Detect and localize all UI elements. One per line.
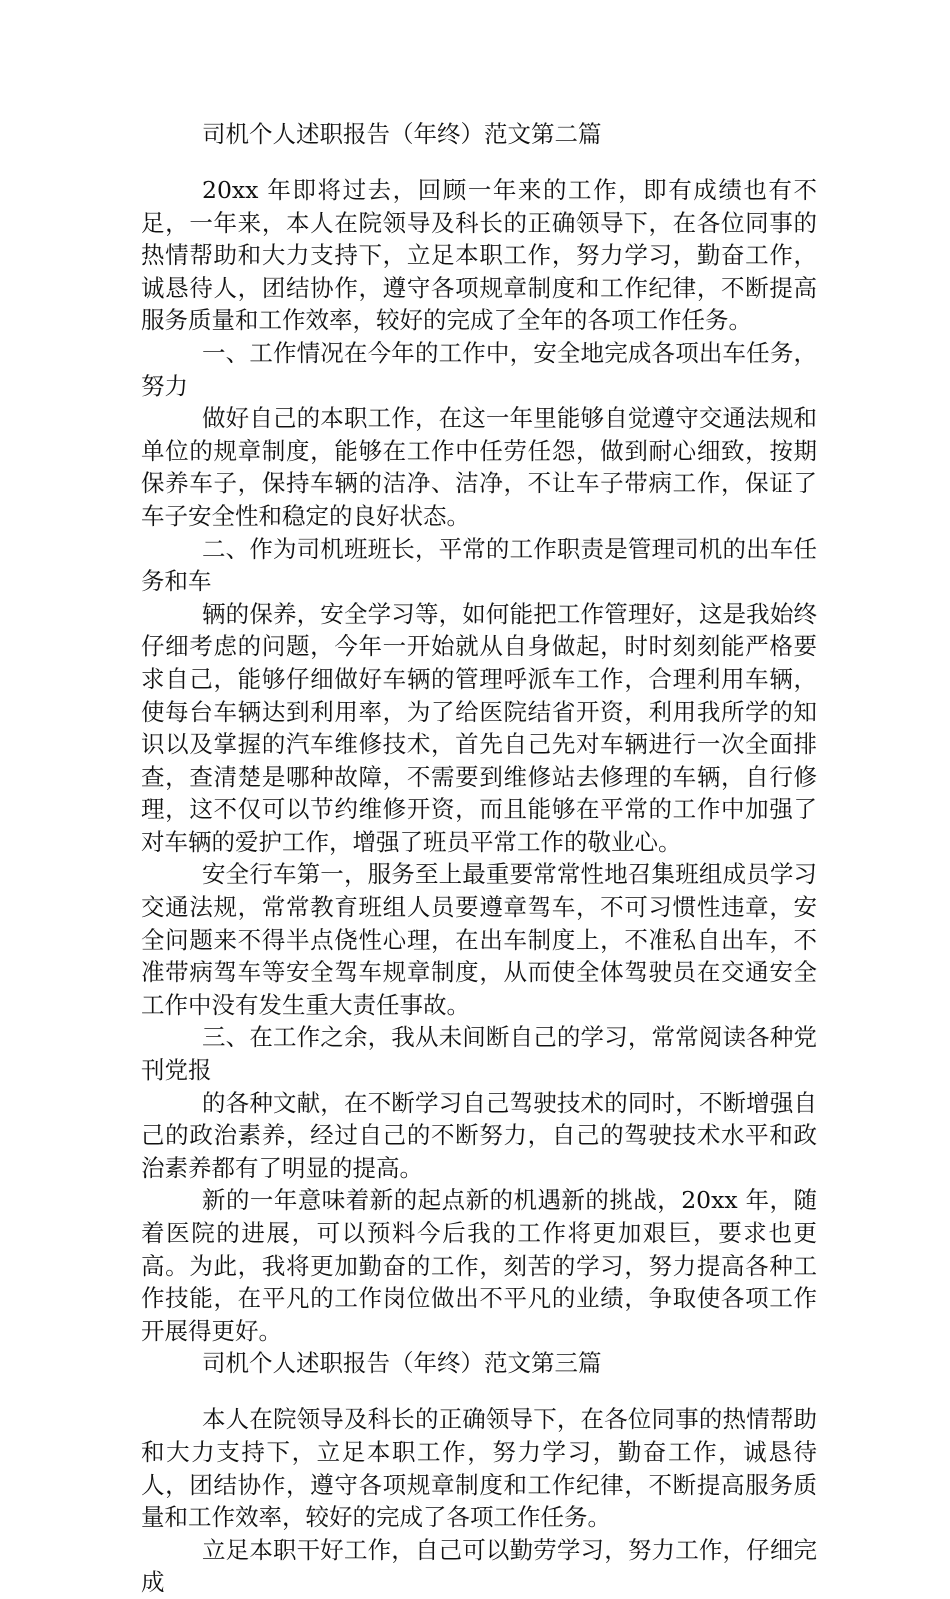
document-page [141, 118, 817, 1599]
section-2-paragraph-9: 新的一年意味着新的起点新的机遇新的挑战，20xx 年，随着医院的进展，可以预料今后我的工作将更加艰巨，要求也更高。为此，我将更加勤奋的工作，刻苦的学习，努力提高各种工作技能，在平凡的工作岗位做出不平凡的业绩，争取使各项工作开展得更好。 [141, 1186, 817, 1345]
section-2-paragraph-6: 安全行车第一，服务至上最重要常常性地召集班组成员学习交通法规，常常教育班组人员要遵章驾车，不可习惯性违章，安全问题来不得半点侥性心理，在出车制度上，不准私自出车，不准带病驾车等安全驾车规章制度，从而使全体驾驶员在交通安全工作中没有发生重大责任事故。 [141, 860, 817, 1019]
section-3-paragraph-1: 本人在院领导及科长的正确领导下，在各位同事的热情帮助和大力支持下，立足本职工作，努力学习，勤奋工作，诚恳待人，团结协作，遵守各项规章制度和工作纪律，不断提高服务质量和工作效率，较好的完成了各项工作任务。 [141, 1405, 817, 1532]
section-3-paragraph-2: 立足本职干好工作，自己可以勤劳学习，努力工作，仔细完成 [141, 1535, 817, 1597]
section-3-title: 司机个人述职报告（年终）范文第三篇 [202, 1349, 602, 1378]
section-2-paragraph-3: 做好自己的本职工作，在这一年里能够自觉遵守交通法规和单位的规章制度，能够在工作中任劳任怨，做到耐心细致，按期保养车子，保持车辆的洁净、洁净，不让车子带病工作，保证了车子安全性和稳定的良好状态。 [141, 404, 817, 530]
spacer [141, 1379, 817, 1403]
section-2-paragraph-5: 辆的保养，安全学习等，如何能把工作管理好，这是我始终仔细考虑的问题，今年一开始就从自身做起，时时刻刻能严格要求自己，能够仔细做好车辆的管理呼派车工作，合理利用车辆，使每台车辆达到利用率，为了给医院结省开资，利用我所学的知识以及掌握的汽车维修技术，首先自己先对车辆进行一次全面排查，查清楚是哪种故障，不需要到维修站去修理的车辆，自行修理，这不仅可以节约维修开资，而且能够在平常的工作中加强了对车辆的爱护工作，增强了班员平常工作的敬业心。 [141, 599, 817, 856]
section-2-paragraph-1: 20xx 年即将过去，回顾一年来的工作，即有成绩也有不足，一年来，本人在院领导及科长的正确领导下，在各位同事的热情帮助和大力支持下，立足本职工作，努力学习，勤奋工作，诚恳待人，团结协作，遵守各项规章制度和工作纪律，不断提高服务质量和工作效率，较好的完成了全年的各项工作任务。 [141, 176, 817, 335]
section-2-paragraph-2: 一、工作情况在今年的工作中，安全地完成各项出车任务，努力 [141, 338, 817, 400]
section-2-title: 司机个人述职报告（年终）范文第二篇 [202, 120, 602, 148]
section-2-paragraph-4: 二、作为司机班班长，平常的工作职责是管理司机的出车任务和车 [141, 534, 817, 596]
spacer [141, 150, 817, 174]
section-2-paragraph-7: 三、在工作之余，我从未间断自己的学习，常常阅读各种党刊党报 [141, 1023, 817, 1085]
section-2-paragraph-8: 的各种文献，在不断学习自己驾驶技术的同时，不断增强自己的政治素养，经过自己的不断努力，自己的驾驶技术水平和政治素养都有了明显的提高。 [141, 1088, 817, 1182]
